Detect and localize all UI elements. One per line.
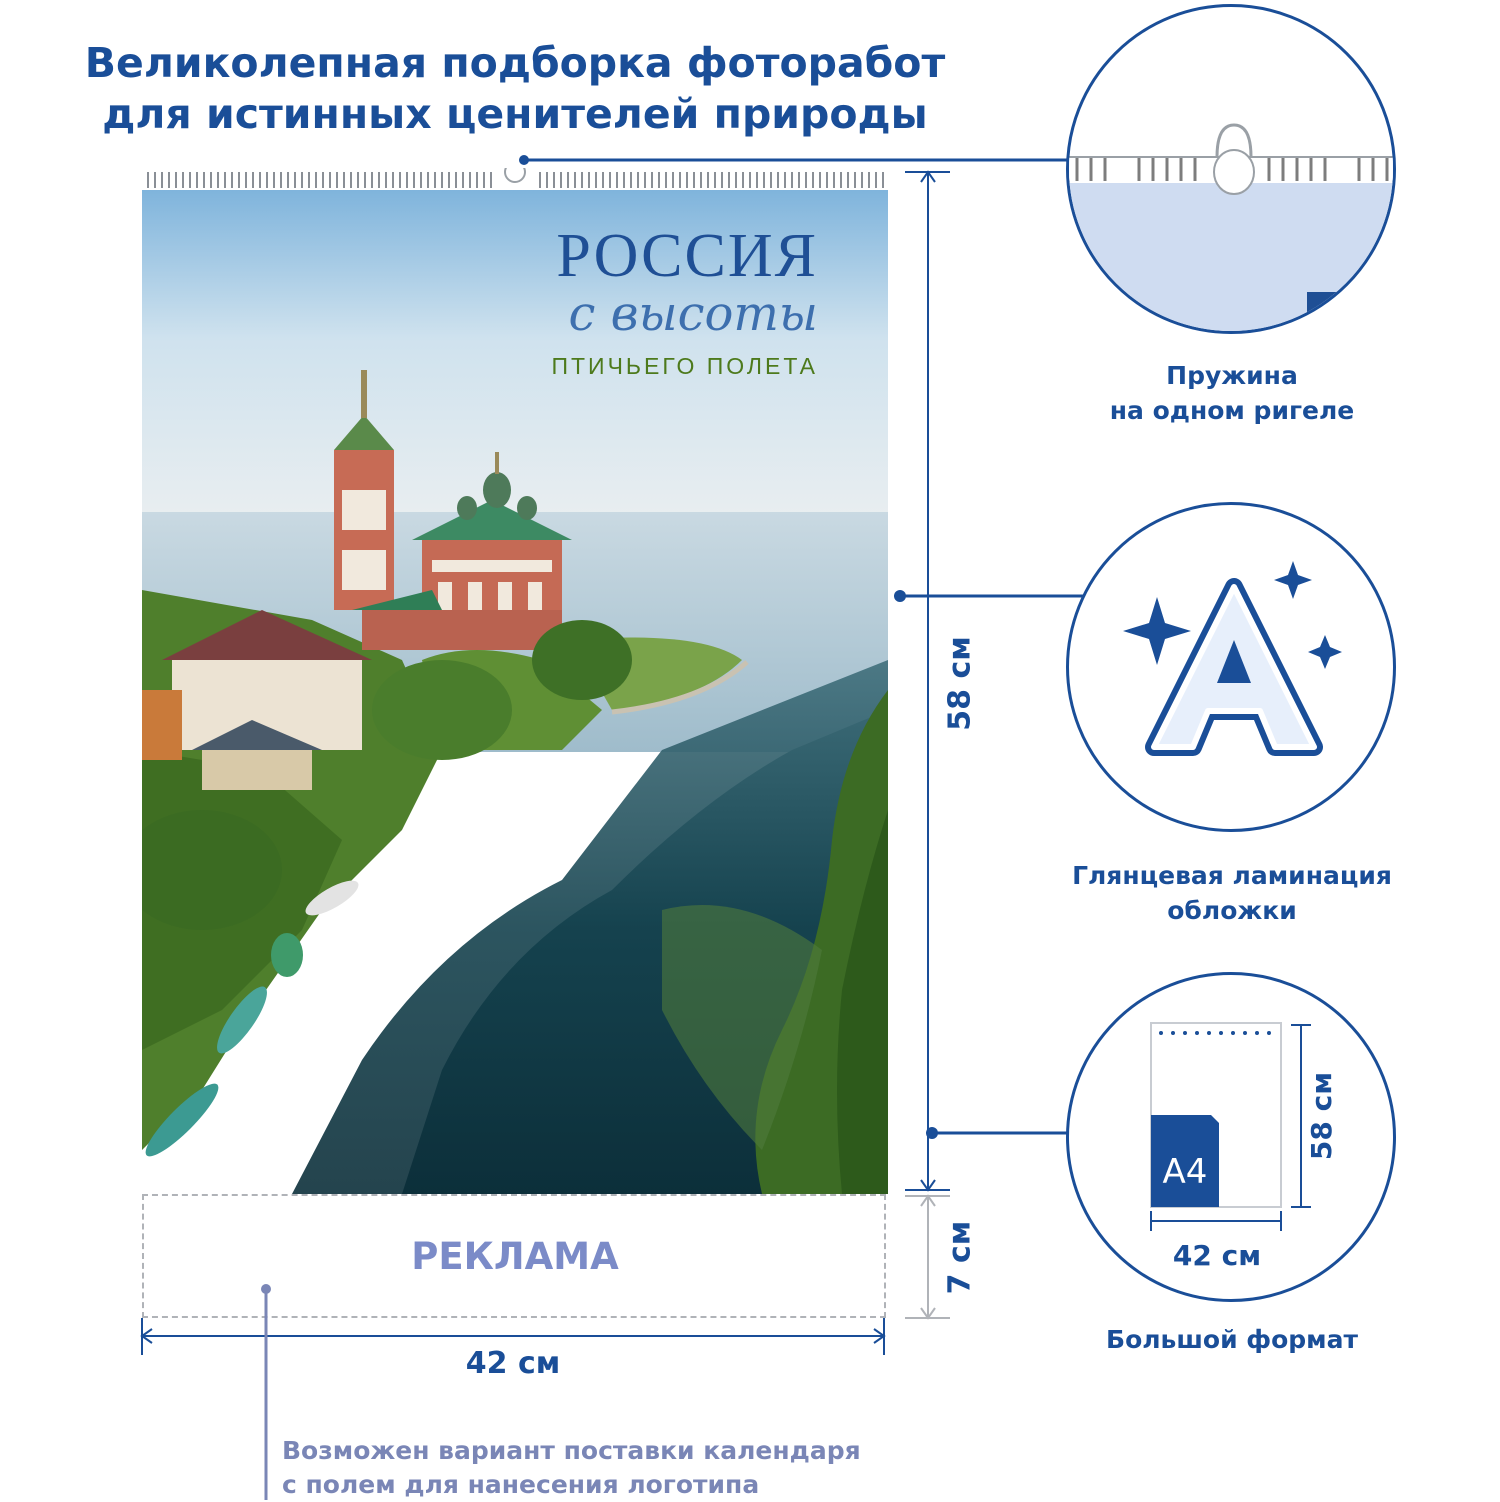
format-size-icon: [1069, 975, 1396, 1302]
cover-subtitle: с высоты: [568, 286, 818, 342]
a4-label: A4: [1162, 1152, 1208, 1192]
spiral-binding-caption: Пружина на одном ригеле: [1109, 361, 1355, 425]
format-width-label: 42 см: [1172, 1239, 1262, 1272]
headline-line-1: Великолепная подборка фоторабот: [84, 39, 946, 87]
format-height-label: 58 см: [1305, 1071, 1338, 1161]
headline-line-2: для истинных ценителей природы: [102, 90, 928, 138]
spiral-binding-circle: [1066, 4, 1396, 334]
ad-height-dimension-label: 7 см: [942, 1220, 978, 1295]
height-dimension-label: 58 см: [942, 636, 978, 731]
cover-subtitle-2: ПТИЧЬЕГО ПОЛЕТА: [551, 353, 818, 379]
letter-a-sparkle-icon: [1069, 505, 1396, 832]
format-caption: Большой формат: [1106, 1325, 1358, 1354]
logo-option-note: Возможен вариант поставки календаря с полем для нанесения логотипа: [282, 1436, 861, 1499]
format-circle: [1066, 972, 1396, 1302]
width-dimension-label: 42 см: [465, 1346, 561, 1381]
spiral-binding-icon: [1069, 7, 1396, 334]
cover-title: РОССИЯ: [556, 222, 818, 290]
lamination-caption: Глянцевая ламинация обложки: [1072, 861, 1392, 925]
advertising-label: РЕКЛАМА: [411, 1235, 619, 1278]
lamination-circle: [1066, 502, 1396, 832]
